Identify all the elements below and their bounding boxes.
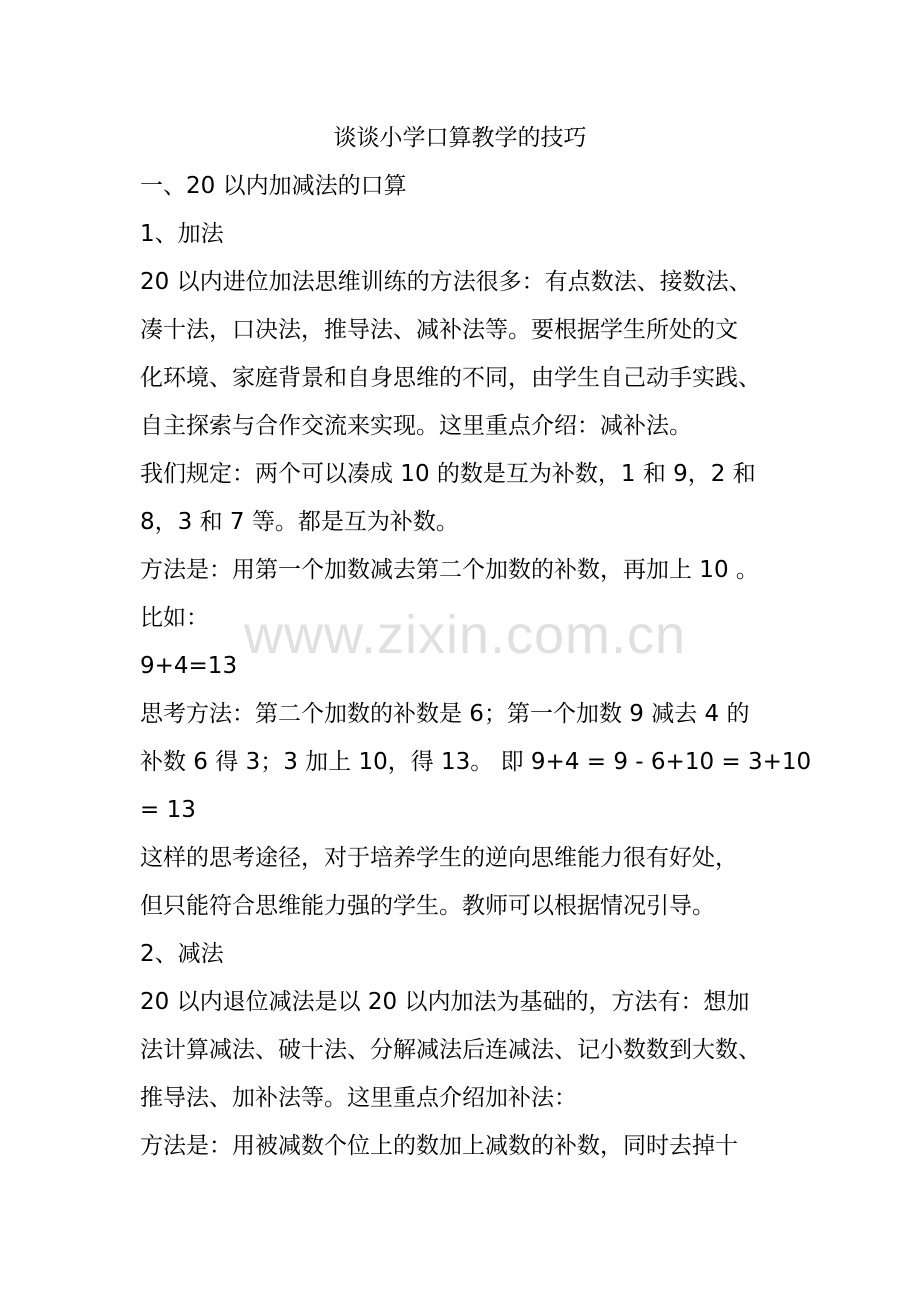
paragraph-line: 化环境、家庭背景和自身思维的不同，由学生自己动手实践、 xyxy=(140,365,761,391)
watermark: www.zixin.com.cn xyxy=(243,605,687,665)
document-title: 谈谈小学口算教学的技巧 xyxy=(333,125,587,151)
paragraph-line: 方法是：用被减数个位上的数加上减数的补数，同时去掉十 xyxy=(140,1133,738,1159)
paragraph-line: 方法是：用第一个加数减去第二个加数的补数，再加上 10 。 xyxy=(140,557,759,583)
paragraph-line: 20 以内进位加法思维训练的方法很多：有点数法、接数法、 xyxy=(140,269,752,295)
paragraph-line: 补数 6 得 3；3 加上 10，得 13。 即 9+4 = 9 - 6+10 = 3+10 xyxy=(140,749,812,775)
paragraph-line: 我们规定：两个可以凑成 10 的数是互为补数，1 和 9，2 和 xyxy=(140,461,756,487)
subsection-heading-addition: 1、加法 xyxy=(140,221,224,247)
paragraph-line: 但只能符合思维能力强的学生。教师可以根据情况引导。 xyxy=(140,893,715,919)
paragraph-line: 自主探索与合作交流来实现。这里重点介绍：减补法。 xyxy=(140,413,692,439)
subsection-heading-subtraction: 2、减法 xyxy=(140,941,224,967)
section-heading-1: 一、20 以内加减法的口算 xyxy=(140,173,407,199)
paragraph-line: 8，3 和 7 等。都是互为补数。 xyxy=(140,509,459,535)
paragraph-line: 凑十法，口决法，推导法、减补法等。要根据学生所处的文 xyxy=(140,317,738,343)
example-equation: 9+4=13 xyxy=(140,653,238,679)
paragraph-line: 思考方法：第二个加数的补数是 6；第一个加数 9 减去 4 的 xyxy=(140,701,750,727)
paragraph-line: = 13 xyxy=(140,797,196,823)
paragraph-line: 比如： xyxy=(140,605,209,631)
paragraph-line: 这样的思考途径，对于培养学生的逆向思维能力很有好处， xyxy=(140,845,738,871)
paragraph-line: 推导法、加补法等。这里重点介绍加补法： xyxy=(140,1085,577,1111)
paragraph-line: 法计算减法、破十法、分解减法后连减法、记小数数到大数、 xyxy=(140,1037,761,1063)
paragraph-line: 20 以内退位减法是以 20 以内加法为基础的，方法有：想加 xyxy=(140,989,750,1015)
